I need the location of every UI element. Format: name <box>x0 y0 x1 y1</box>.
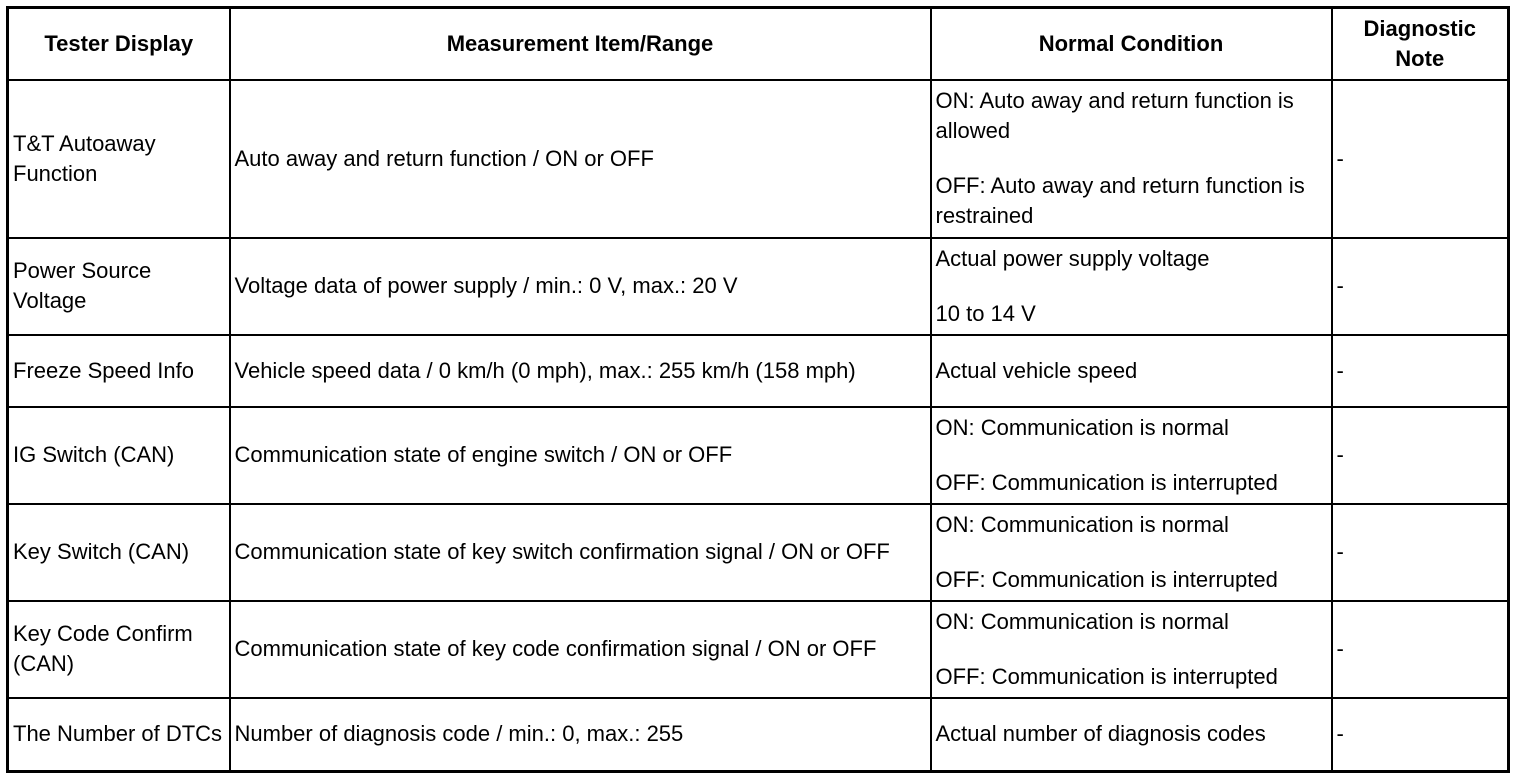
table-row <box>8 601 1509 698</box>
tester-display-cell: The Number of DTCs <box>8 698 230 772</box>
diagnostic-note-cell: - <box>1332 80 1509 238</box>
condition-line: OFF: Communication is interrupted <box>935 663 1278 689</box>
measurement-item-cell: Voltage data of power supply / min.: 0 V, max.: 20 V <box>230 238 931 335</box>
data-list-table <box>6 6 1510 773</box>
header-row <box>8 8 1509 80</box>
tester-display-cell: Key Switch (CAN) <box>8 504 230 601</box>
normal-condition-cell <box>931 238 1332 335</box>
table-row <box>8 407 1509 504</box>
measurement-item-cell: Vehicle speed data / 0 km/h (0 mph), max.: 255 km/h (158 mph) <box>230 335 931 407</box>
header-tester-display: Tester Display <box>8 8 230 80</box>
condition-line: OFF: Communication is interrupted <box>935 469 1278 495</box>
diagnostic-note-cell: - <box>1332 504 1509 601</box>
measurement-item-cell: Communication state of engine switch / ON or OFF <box>230 407 931 504</box>
condition-line: ON: Auto away and return function is allowed <box>935 88 1294 143</box>
diagnostic-note-cell: - <box>1332 407 1509 504</box>
table-row <box>8 238 1509 335</box>
condition-line: 10 to 14 V <box>935 300 1036 326</box>
measurement-item-cell: Communication state of key code confirmation signal / ON or OFF <box>230 601 931 698</box>
measurement-item-cell: Auto away and return function / ON or OFF <box>230 80 931 238</box>
table-row <box>8 80 1509 238</box>
diagnostic-note-cell: - <box>1332 238 1509 335</box>
tester-display-cell: Power Source Voltage <box>8 238 230 335</box>
normal-condition-cell <box>931 335 1332 407</box>
normal-condition-cell <box>931 80 1332 238</box>
tester-display-cell: Freeze Speed Info <box>8 335 230 407</box>
tester-display-cell: IG Switch (CAN) <box>8 407 230 504</box>
header-diagnostic-note: Diagnostic Note <box>1332 8 1509 80</box>
condition-line: ON: Communication is normal <box>935 608 1229 634</box>
table-row <box>8 504 1509 601</box>
diagnostic-note-cell: - <box>1332 601 1509 698</box>
condition-line: OFF: Auto away and return function is restrained <box>935 173 1305 228</box>
table-row <box>8 698 1509 772</box>
condition-line: Actual vehicle speed <box>935 357 1138 383</box>
tester-display-cell: T&T Autoaway Function <box>8 80 230 238</box>
measurement-item-cell: Communication state of key switch confirmation signal / ON or OFF <box>230 504 931 601</box>
condition-line: OFF: Communication is interrupted <box>935 566 1278 592</box>
header-measurement-item: Measurement Item/Range <box>230 8 931 80</box>
condition-line: Actual power supply voltage <box>935 245 1210 271</box>
diagnostic-note-cell: - <box>1332 335 1509 407</box>
tester-display-cell: Key Code Confirm (CAN) <box>8 601 230 698</box>
condition-line: Actual number of diagnosis codes <box>935 721 1266 747</box>
diagnostic-note-cell: - <box>1332 698 1509 772</box>
condition-line: ON: Communication is normal <box>935 511 1229 537</box>
normal-condition-cell <box>931 407 1332 504</box>
normal-condition-cell <box>931 601 1332 698</box>
table-row <box>8 335 1509 407</box>
normal-condition-cell <box>931 504 1332 601</box>
condition-line: ON: Communication is normal <box>935 414 1229 440</box>
normal-condition-cell <box>931 698 1332 772</box>
header-normal-condition: Normal Condition <box>931 8 1332 80</box>
measurement-item-cell: Number of diagnosis code / min.: 0, max.: 255 <box>230 698 931 772</box>
